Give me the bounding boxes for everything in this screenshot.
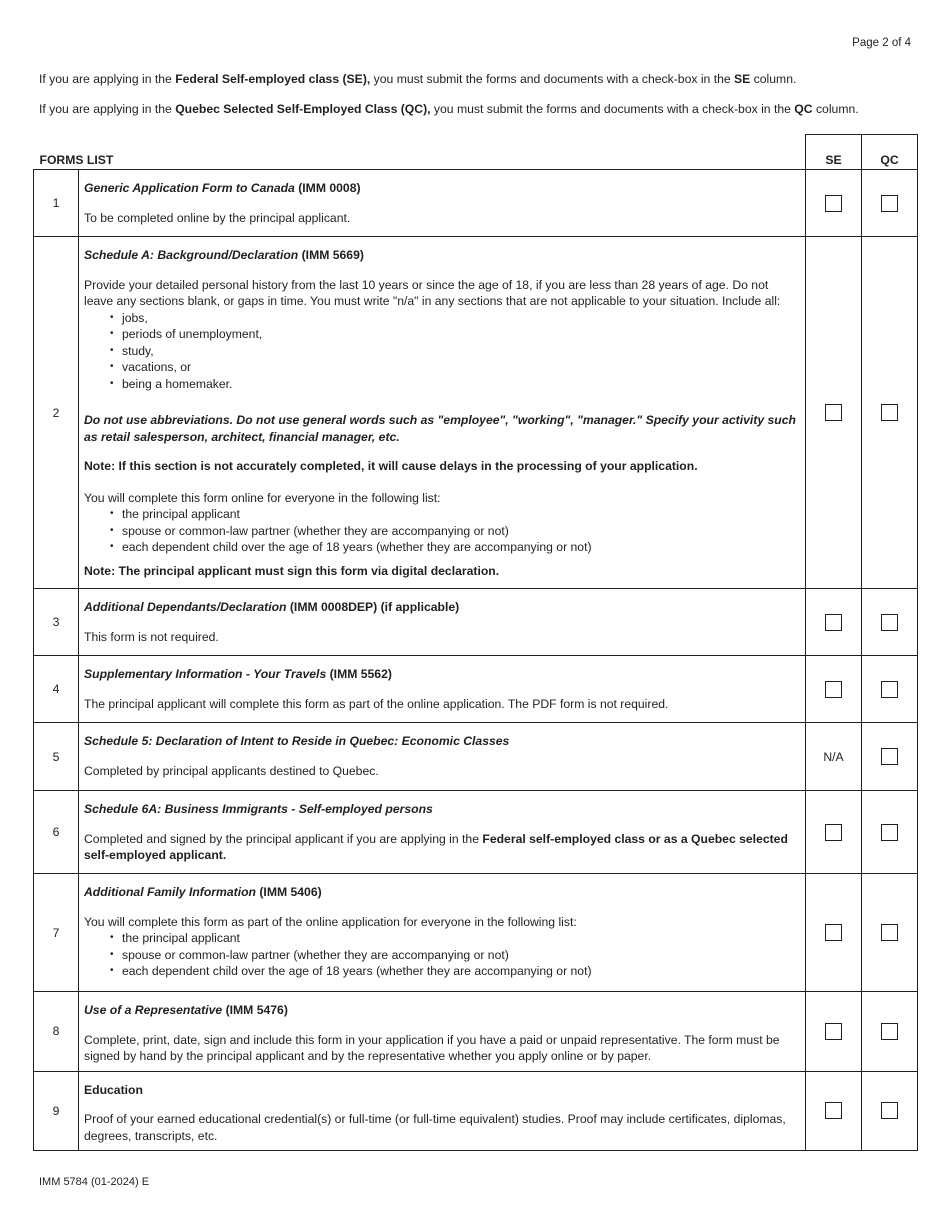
- list-item: • spouse or common-law partner (whether they are accompanying or not): [108, 947, 799, 964]
- applicant-list: [84, 930, 799, 980]
- row-description: Additional Family Information (IMM 5406) You will complete this form as part of the online application for everyone in the following list: • the principal applicant • spouse or common-law partner (whether they are accompanying or not) • each dependent child over the age of 18 years (whether they are accompanying or not): [79, 874, 806, 992]
- qc-checkbox[interactable]: [881, 404, 898, 421]
- forms-list-table: [33, 134, 918, 1151]
- list-item: • being a homemaker.: [108, 376, 799, 393]
- qc-column-header: QC: [862, 135, 918, 170]
- list-item: • study,: [108, 343, 799, 360]
- row-description: Schedule A: Background/Declaration (IMM 5669) Provide your detailed personal history from the last 10 years or since the age of 18, if you are less than 28 years of age. Do not leave any sections blank, or gaps in time. You must write "n/a" in any sections that are not applicable to your situation. Include all: • jobs, • periods of unemployment, • study, • vacations, or • being a homemaker. Do not use abbreviations. Do not use general words such as "employee", "working", "manager." Specify your activity such as retail salesperson, architect, financial manager, etc. Note: If this section is not accurately completed, it will cause delays in the processing of your application. You will complete this form online for everyone in the following list: • the principal applicant • spouse or common-law partner (whether they are accompanying or not) • each dependent child over the age of 18 years (whether they are accompanying or not) Note: The principal applicant must sign this form via digital declaration.: [79, 237, 806, 589]
- row-title: Schedule A: Background/Declaration (IMM 5669): [84, 248, 364, 262]
- qc-checkbox[interactable]: [881, 924, 898, 941]
- intro-federal: If you are applying in the Federal Self-employed class (SE), you must submit the forms and documents with a check-box in the SE column.: [39, 72, 797, 86]
- qc-checkbox[interactable]: [881, 614, 898, 631]
- list-item: • vacations, or: [108, 359, 799, 376]
- row-title: Additional Family Information (IMM 5406): [84, 885, 322, 899]
- row-title: Generic Application Form to Canada (IMM 0008): [84, 181, 361, 195]
- qc-checkbox[interactable]: [881, 1102, 898, 1119]
- forms-list-heading: FORMS LIST: [34, 135, 806, 170]
- table-row: [34, 170, 918, 237]
- row-title: Schedule 5: Declaration of Intent to Reside in Quebec: Economic Classes: [84, 734, 510, 748]
- row-description: Schedule 5: Declaration of Intent to Reside in Quebec: Economic Classes Completed by principal applicants destined to Quebec.: [79, 723, 806, 791]
- row-description: Generic Application Form to Canada (IMM 0008) To be completed online by the principal applicant.: [79, 170, 806, 237]
- qc-checkbox[interactable]: [881, 681, 898, 698]
- row-number: 1: [34, 170, 79, 237]
- row-title: Use of a Representative (IMM 5476): [84, 1003, 288, 1017]
- se-column-header: SE: [806, 135, 862, 170]
- page-number: Page 2 of 4: [852, 37, 911, 49]
- row-description: Supplementary Information - Your Travels (IMM 5562) The principal applicant will complete this form as part of the online application. The PDF form is not required.: [79, 656, 806, 723]
- row-description: Use of a Representative (IMM 5476) Complete, print, date, sign and include this form in your application if you have a paid or unpaid representative. The form must be signed by hand by the principal applicant and by the representative whether you apply online or by paper.: [79, 992, 806, 1072]
- se-checkbox[interactable]: [825, 1102, 842, 1119]
- qc-checkbox[interactable]: [881, 748, 898, 765]
- se-checkbox[interactable]: [825, 681, 842, 698]
- table-row: [34, 874, 918, 992]
- table-row: [34, 723, 918, 791]
- row-title: Additional Dependants/Declaration (IMM 0008DEP) (if applicable): [84, 600, 460, 614]
- list-item: • periods of unemployment,: [108, 326, 799, 343]
- se-not-applicable: N/A: [823, 749, 844, 764]
- form-code-footer: IMM 5784 (01-2024) E: [39, 1176, 150, 1188]
- table-row: [34, 992, 918, 1072]
- activity-list: [84, 310, 799, 393]
- se-checkbox[interactable]: [825, 404, 842, 421]
- se-checkbox[interactable]: [825, 195, 842, 212]
- table-row: [34, 1071, 918, 1151]
- row-number: 3: [34, 589, 79, 656]
- qc-checkbox[interactable]: [881, 195, 898, 212]
- row-title: Education: [84, 1082, 143, 1097]
- row-number: 9: [34, 1071, 79, 1151]
- row-number: 7: [34, 874, 79, 992]
- table-row: [34, 589, 918, 656]
- list-item: • each dependent child over the age of 18 years (whether they are accompanying or not): [108, 963, 799, 980]
- table-row: [34, 656, 918, 723]
- qc-checkbox[interactable]: [881, 824, 898, 841]
- table-row: [34, 791, 918, 874]
- abbreviation-warning: Do not use abbreviations. Do not use general words such as "employee", "working", "manager." Specify your activity such as retail salesperson, architect, financial manager, etc.: [84, 413, 796, 444]
- applicant-list: [84, 506, 799, 556]
- se-checkbox[interactable]: [825, 824, 842, 841]
- table-row: [34, 237, 918, 589]
- qc-checkbox[interactable]: [881, 1023, 898, 1040]
- se-checkbox[interactable]: [825, 924, 842, 941]
- row-number: 5: [34, 723, 79, 791]
- row-title: Schedule 6A: Business Immigrants - Self-employed persons: [84, 802, 433, 816]
- row-number: 6: [34, 791, 79, 874]
- row-number: 2: [34, 237, 79, 589]
- se-checkbox[interactable]: [825, 614, 842, 631]
- signature-note: Note: The principal applicant must sign this form via digital declaration.: [84, 563, 500, 578]
- table-header-row: [34, 135, 918, 170]
- row-description: Additional Dependants/Declaration (IMM 0008DEP) (if applicable) This form is not required.: [79, 589, 806, 656]
- accuracy-note: Note: If this section is not accurately completed, it will cause delays in the processing of your application.: [84, 459, 698, 473]
- list-item: • the principal applicant: [108, 930, 799, 947]
- se-checkbox[interactable]: [825, 1023, 842, 1040]
- intro-quebec: If you are applying in the Quebec Selected Self-Employed Class (QC), you must submit the forms and documents with a check-box in the QC column.: [39, 102, 859, 116]
- row-description: Schedule 6A: Business Immigrants - Self-employed persons Completed and signed by the principal applicant if you are applying in the Federal self-employed class or as a Quebec selected self-employed applicant.: [79, 791, 806, 874]
- row-description: Education Proof of your earned educational credential(s) or full-time (or full-time equivalent) studies. Proof may include certificates, diplomas, degrees, transcripts, etc.: [79, 1071, 806, 1151]
- row-title: Supplementary Information - Your Travels (IMM 5562): [84, 667, 392, 681]
- list-item: • the principal applicant: [108, 506, 799, 523]
- row-number: 8: [34, 992, 79, 1072]
- list-item: • each dependent child over the age of 18 years (whether they are accompanying or not): [108, 539, 799, 556]
- list-item: • jobs,: [108, 310, 799, 327]
- list-item: • spouse or common-law partner (whether they are accompanying or not): [108, 523, 799, 540]
- row-number: 4: [34, 656, 79, 723]
